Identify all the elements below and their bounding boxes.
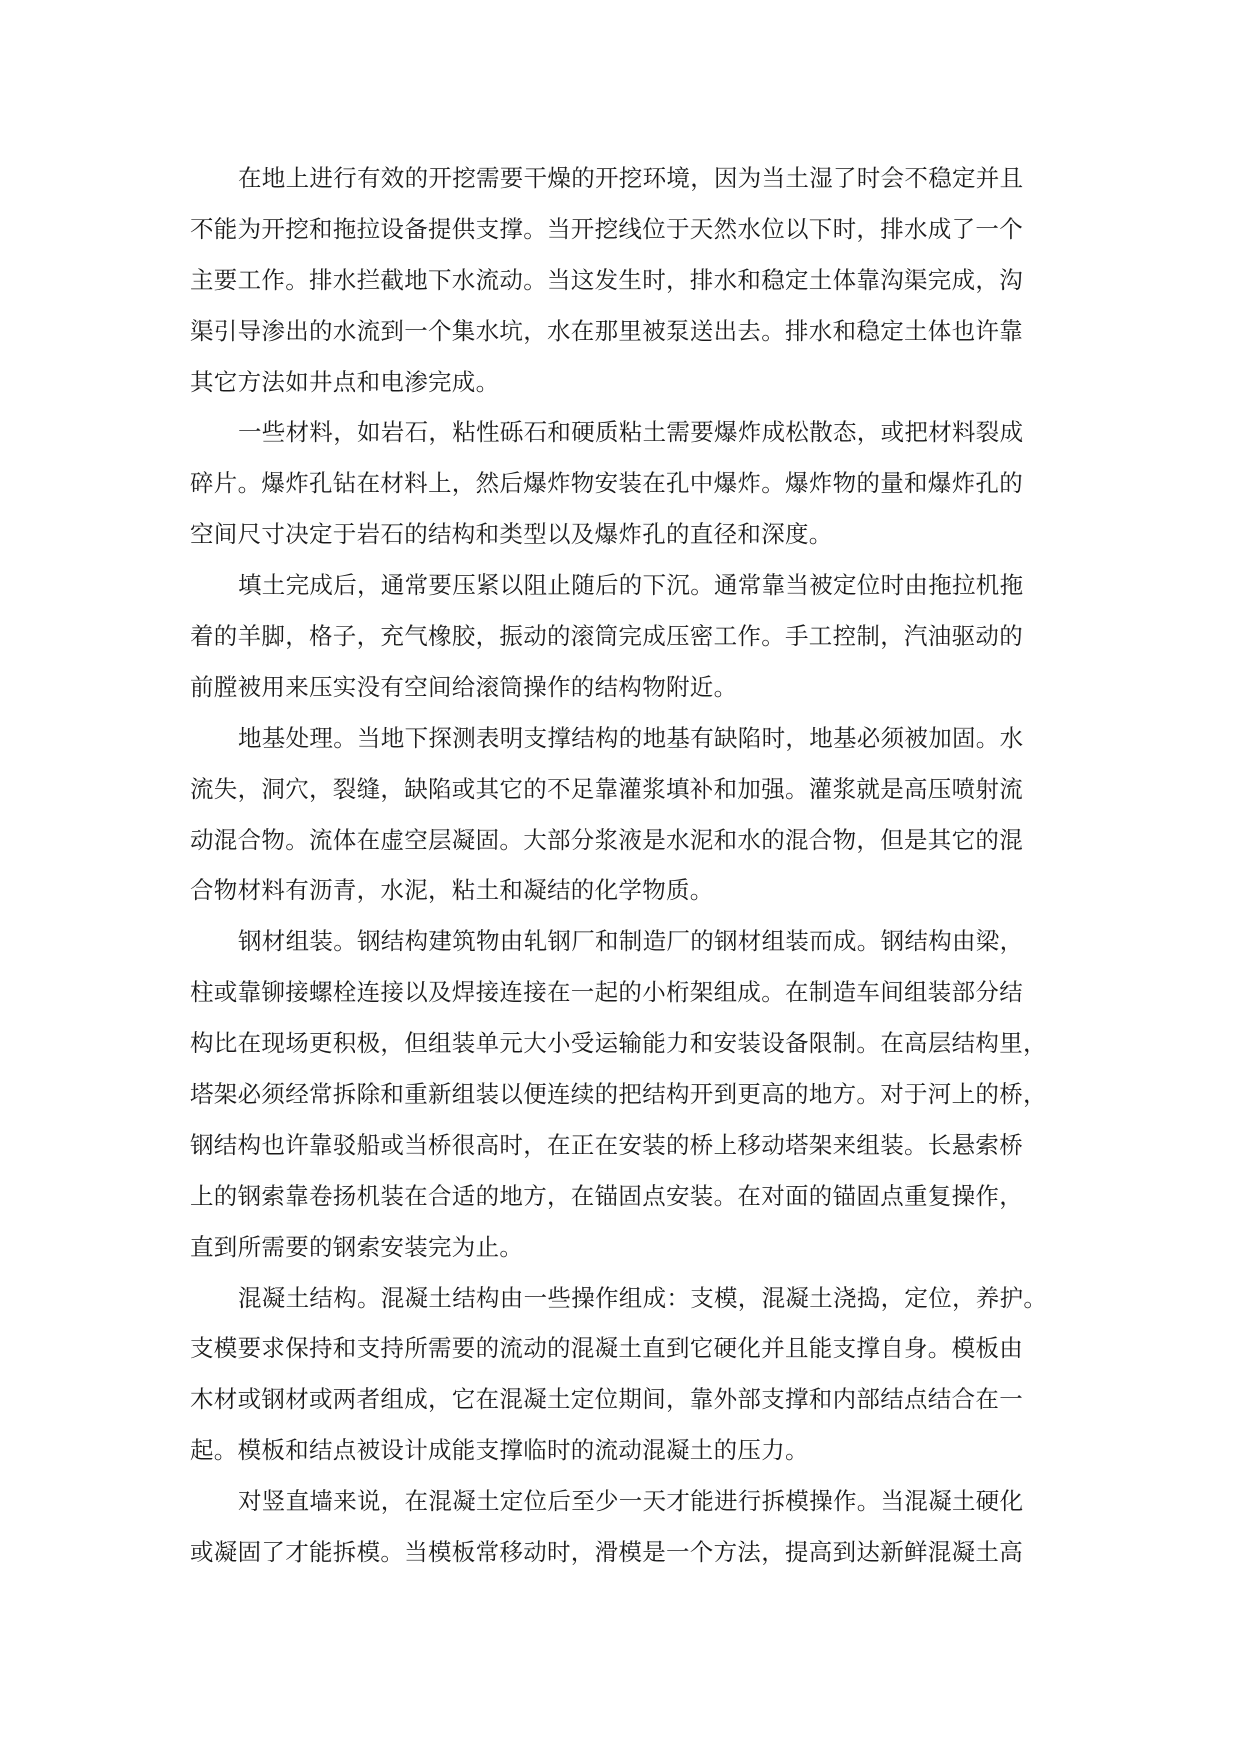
- text-line: 柱或靠铆接螺栓连接以及焊接连接在一起的小桁架组成。在制造车间组装部分结: [190, 978, 1023, 1007]
- paragraph-foundation-treatment: [190, 713, 1050, 917]
- paragraph-formwork-removal: [190, 1476, 1050, 1578]
- text-line: 着的羊脚，格子，充气橡胶，振动的滚筒完成压密工作。手工控制，汽油驱动的: [190, 622, 1023, 651]
- text-line: 起。模板和结点被设计成能支撑临时的流动混凝土的压力。: [190, 1436, 809, 1465]
- text-line: 空间尺寸决定于岩石的结构和类型以及爆炸孔的直径和深度。: [190, 520, 833, 549]
- text-line: 动混合物。流体在虚空层凝固。大部分浆液是水泥和水的混合物，但是其它的混: [190, 825, 1023, 854]
- text-line: 其它方法如井点和电渗完成。: [190, 367, 500, 396]
- text-line: 直到所需要的钢索安装完为止。: [190, 1232, 524, 1261]
- text-line: 在地上进行有效的开挖需要干燥的开挖环境，因为当土湿了时会不稳定并且: [238, 164, 1024, 192]
- text-line: 对竖直墙来说，在混凝土定位后至少一天才能进行拆模操作。当混凝土硬化: [238, 1487, 1024, 1516]
- text-line: 流失，洞穴，裂缝，缺陷或其它的不足靠灌浆填补和加强。灌浆就是高压喷射流: [190, 774, 1023, 803]
- text-line: 支模要求保持和支持所需要的流动的混凝土直到它硬化并且能支撑自身。模板由: [190, 1334, 1023, 1363]
- text-line: 主要工作。排水拦截地下水流动。当这发生时，排水和稳定土体靠沟渠完成，沟: [190, 265, 1023, 294]
- text-line: 合物材料有沥青，水泥，粘土和凝结的化学物质。: [190, 876, 714, 905]
- body-text: [190, 153, 1050, 1578]
- text-line: 一些材料，如岩石，粘性砾石和硬质粘土需要爆炸成松散态，或把材料裂成: [238, 418, 1024, 447]
- text-line: 前膛被用来压实没有空间给滚筒操作的结构物附近。: [190, 672, 738, 701]
- text-line: 构比在现场更积极，但组装单元大小受运输能力和安装设备限制。在高层结构里，: [190, 1029, 1047, 1058]
- text-line: 地基处理。当地下探测表明支撑结构的地基有缺陷时，地基必须被加固。水: [238, 723, 1024, 752]
- text-line: 钢材组装。钢结构建筑物由轧钢厂和制造厂的钢材组装而成。钢结构由梁，: [238, 927, 1024, 956]
- text-line: 不能为开挖和拖拉设备提供支撑。当开挖线位于天然水位以下时，排水成了一个: [190, 214, 1023, 243]
- paragraph-excavation-dewatering: [190, 153, 1050, 407]
- paragraph-compaction: [190, 560, 1050, 713]
- paragraph-concrete-structures: [190, 1273, 1050, 1477]
- text-line: 渠引导渗出的水流到一个集水坑，水在那里被泵送出去。排水和稳定土体也许靠: [190, 316, 1023, 345]
- paragraph-blasting: [190, 407, 1050, 560]
- text-line: 或凝固了才能拆模。当模板常移动时，滑模是一个方法，提高到达新鲜混凝土高: [190, 1538, 1023, 1567]
- text-line: 填土完成后，通常要压紧以阻止随后的下沉。通常靠当被定位时由拖拉机拖: [238, 571, 1024, 600]
- paragraph-steel-erection: [190, 916, 1050, 1272]
- text-line: 上的钢索靠卷扬机装在合适的地方，在锚固点安装。在对面的锚固点重复操作，: [190, 1181, 1023, 1210]
- text-line: 钢结构也许靠驳船或当桥很高时，在正在安装的桥上移动塔架来组装。长悬索桥: [190, 1130, 1023, 1159]
- text-line: 木材或钢材或两者组成，它在混凝土定位期间，靠外部支撑和内部结点结合在一: [190, 1385, 1023, 1414]
- text-line: 混凝土结构。混凝土结构由一些操作组成：支模，混凝土浇捣，定位，养护。: [238, 1283, 1048, 1312]
- text-line: 碎片。爆炸孔钻在材料上，然后爆炸物安装在孔中爆炸。爆炸物的量和爆炸孔的: [190, 469, 1023, 498]
- text-line: 塔架必须经常拆除和重新组装以便连续的把结构开到更高的地方。对于河上的桥，: [190, 1080, 1047, 1109]
